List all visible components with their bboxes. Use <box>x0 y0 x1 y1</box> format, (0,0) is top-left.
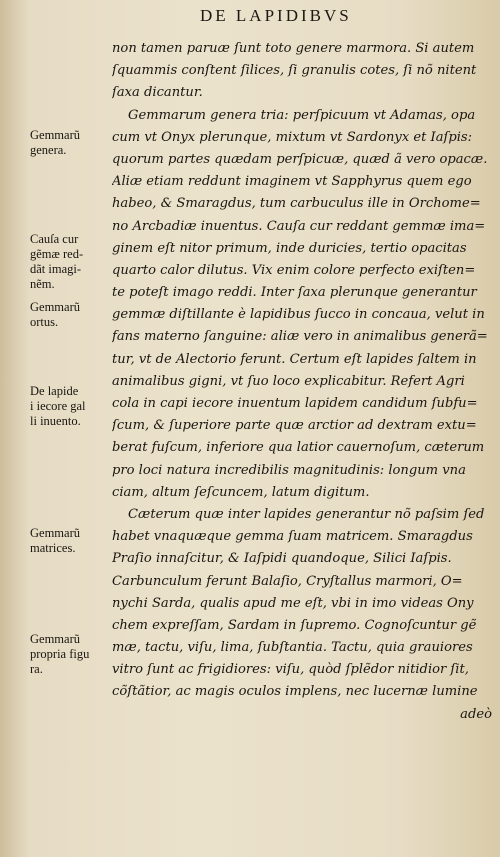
margin-note-line: genera. <box>30 143 67 157</box>
body-text <box>112 38 492 726</box>
text-line: cõſtãtior, ac magis oculos implens, nec lucernæ lumine <box>112 684 478 700</box>
text-line: Praſio innaſcitur, & Iaſpidi quandoque, Silici Iaſpis. <box>112 551 452 567</box>
running-head: DE LAPIDIBVS <box>200 6 352 25</box>
margin-note-line: i iecore gal <box>30 399 86 413</box>
text-line: quorum partes quædam perſpicuæ, quæd ã vero opacæ. <box>112 151 488 167</box>
text-line: cum vt Onyx plerunque, mixtum vt Sardonyx et Iaſpis: <box>112 129 473 145</box>
text-line: Cæterum quæ inter lapides generantur nõ paſsim ſed <box>128 506 485 522</box>
text-line: pro loci natura incredibilis magnitudinis: longum vna <box>112 462 466 478</box>
margin-note-line: Gemmarũ <box>30 526 80 540</box>
margin-note-lapide-iecore <box>30 384 110 429</box>
margin-note-line: gẽmæ red- <box>30 247 84 261</box>
text-line: cola in capi iecore inuentum lapidem candidum ſubfu= <box>112 396 478 411</box>
margin-note-line: Gemmarũ <box>30 300 80 314</box>
text-line: vitro ſunt ac frigidiores: viſu, quòd ſplẽdor nitidior ſit, <box>112 662 469 678</box>
text-line: ſaxa dicantur. <box>112 85 203 101</box>
margin-note-line: propria figu <box>30 647 90 661</box>
text-line: tur, vt de Alectorio ferunt. Certum eſt lapides ſaltem in <box>112 351 477 367</box>
margin-note-line: Gemmarũ <box>30 632 80 646</box>
text-line: Aliæ etiam reddunt imaginem vt Sapphyrus quem ego <box>112 174 472 190</box>
margin-note-line: ortus. <box>30 315 59 329</box>
text-line: animalibus gigni, vt ſuo loco explicabitur. Refert Agri <box>112 373 465 389</box>
margin-note-causa <box>30 232 110 292</box>
text-line: ciam, altum ſeſcuncem, latum digitum. <box>112 484 370 500</box>
margin-note-propria-figura <box>30 632 110 677</box>
text-line: te poteſt imago reddi. Inter ſaxa plerunque generantur <box>112 285 477 301</box>
text-line: gemmæ diſtillante è lapidibus ſucco in concaua, velut in <box>112 307 485 323</box>
text-line: nychi Sarda, qualis apud me eſt, vbi in imo videas Ony <box>112 595 474 611</box>
text-line: ſcum, & ſuperiore parte quæ arctior ad dextram extu= <box>112 418 477 434</box>
margin-note-line: Cauſa cur <box>30 232 79 246</box>
text-line: Gemmarum genera tria: perſpicuum vt Adamas, opa <box>128 107 476 123</box>
margin-note-line: ra. <box>30 662 43 676</box>
text-line: ginem eſt nitor primum, inde duricies, tertio opacitas <box>112 240 467 256</box>
margin-note-line: dãt imagi- <box>30 262 82 276</box>
text-line: habeo, & Smaragdus, tum carbuculus ille in Orchome= <box>112 196 481 212</box>
margin-note-ortus <box>30 300 110 330</box>
margin-note-line: De lapide <box>30 384 79 398</box>
margin-note-line: li inuento. <box>30 414 81 428</box>
text-line: ſquammis conſtent ſilices, ſi granulis cotes, ſi nõ nitent <box>112 63 477 79</box>
margin-note-line: matrices. <box>30 541 76 555</box>
text-line: Carbunculum ferunt Balaſio, Cryſtallus marmori, O= <box>112 573 463 589</box>
margin-note-line: Gemmarũ <box>30 128 80 142</box>
catchword: adeò <box>460 706 492 722</box>
text-line: mæ, tactu, viſu, lima, ſubſtantia. Tactu, quia grauiores <box>112 640 473 656</box>
text-line: berat fuſcum, inferiore qua latior cauernoſum, cæterum <box>112 440 485 456</box>
margin-note-line: nẽm. <box>30 277 55 291</box>
text-line: quarto calor dilutus. Vix enim colore perfecto exiſten= <box>112 262 476 278</box>
text-line: habet vnaquæque gemma ſuam matricem. Smaragdus <box>112 529 473 545</box>
margin-note-genera <box>30 128 110 158</box>
text-line: fans materno ſanguine: aliæ vero in animalibus generã= <box>112 329 488 345</box>
text-line: chem expreſſam, Sardam in ſupremo. Cognoſcuntur gẽ <box>112 617 477 633</box>
text-line: non tamen paruæ ſunt toto genere marmora. Si autem <box>112 41 475 56</box>
margin-note-matrices <box>30 526 110 556</box>
text-line: no Arcbadiæ inuentus. Cauſa cur reddant gemmæ ima= <box>112 218 486 234</box>
